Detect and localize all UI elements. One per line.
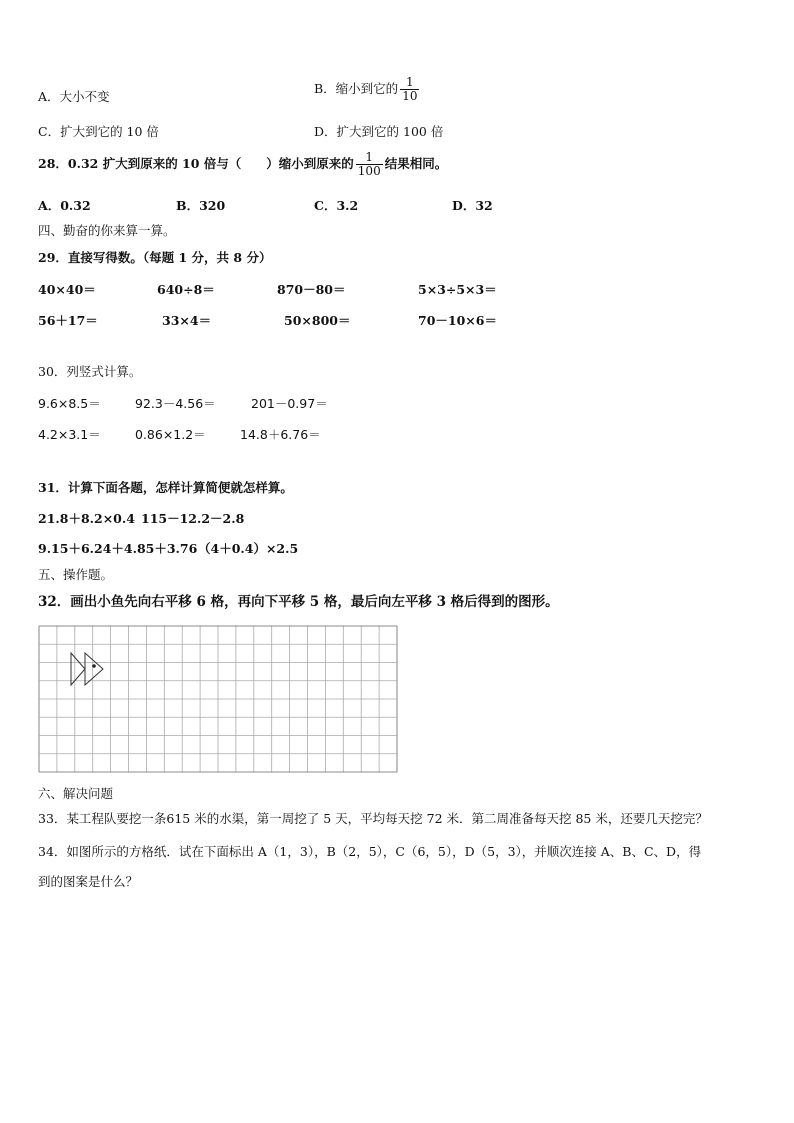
grid-lines [39,626,397,772]
fraction-numerator: 1 [365,150,374,164]
q29-item: 870－80＝ [277,282,346,297]
q31-title: 31．计算下面各题，怎样计算简便就怎样算。 [38,480,293,495]
q32-title: 32．画出小鱼先向右平移 6 格，再向下平移 5 格，最后向左平移 3 格后得到的图形。 [38,594,559,610]
q27-option-d: D．扩大到它的 100 倍 [314,124,444,139]
fish-tail [71,653,85,685]
q30-item: 9.6×8.5＝ [38,396,101,411]
q27-option-b-text: B．缩小到它的 [314,81,399,96]
q27-option-b [314,76,421,103]
q30-item: 14.8＋6.76＝ [240,427,321,442]
q29-item: 5×3÷5×3＝ [418,282,497,297]
q28-fraction [356,151,383,178]
fish-eye [92,664,96,668]
square-grid [38,625,398,773]
q29-item: 40×40＝ [38,282,96,297]
q29-item: 50×800＝ [284,313,351,328]
section-4-heading: 四、勤奋的你来算一算。 [38,223,176,238]
fraction-denominator: 100 [357,164,381,178]
q34-question-line-2: 到的图案是什么？ [38,874,139,889]
q28-option-d: D．32 [452,198,493,213]
q30-item: 4.2×3.1＝ [38,427,101,442]
q27-option-a: A．大小不变 [38,89,110,104]
q29-item: 640÷8＝ [157,282,215,297]
q29-item: 33×4＝ [162,313,212,328]
q28-text-after: 结果相同。 [384,156,448,171]
q29-title: 29．直接写得数。（每题 1 分，共 8 分） [38,250,272,265]
q28-option-b: B．320 [176,198,226,213]
q30-item: 92.3－4.56＝ [135,396,216,411]
q31-item: （4＋0.4）×2.5 [198,541,299,556]
q27-option-b-fraction [400,76,419,103]
q30-title: 30．列竖式计算。 [38,364,142,379]
q28-text-before: 28．0.32 扩大到原来的 10 倍与（ ）缩小到原来的 [38,156,354,171]
section-5-heading: 五、操作题。 [38,567,114,582]
fish-body [85,653,103,685]
q28-option-c: C．3.2 [314,198,359,213]
q33-question: 33．某工程队要挖一条615 米的水渠，第一周挖了 5 天，平均每天挖 72 米．第二周准备每天挖 85 米，还要几天挖完？ [38,811,708,826]
q29-item: 56＋17＝ [38,313,98,328]
q30-item: 0.86×1.2＝ [135,427,206,442]
q31-item: 9.15＋6.24＋4.85＋3.76 [38,541,198,556]
q27-option-c: C．扩大到它的 10 倍 [38,124,159,139]
q34-question-line-1: 34．如图所示的方格纸．试在下面标出 A（1，3），B（2，5），C（6，5），D（5，3），并顺次连接 A、B、C、D，得 [38,844,702,859]
fish-figure [71,653,103,685]
fraction-numerator: 1 [406,75,414,89]
q31-item: 21.8＋8.2×0.4 [38,511,135,526]
q31-item: 115－12.2－2.8 [141,511,245,526]
q28-question [38,151,447,178]
q29-item: 70－10×6＝ [418,313,497,328]
fraction-denominator: 10 [402,89,418,103]
q30-item: 201－0.97＝ [251,396,328,411]
section-6-heading: 六、解决问题 [38,786,114,801]
q28-option-a: A．0.32 [38,198,91,213]
